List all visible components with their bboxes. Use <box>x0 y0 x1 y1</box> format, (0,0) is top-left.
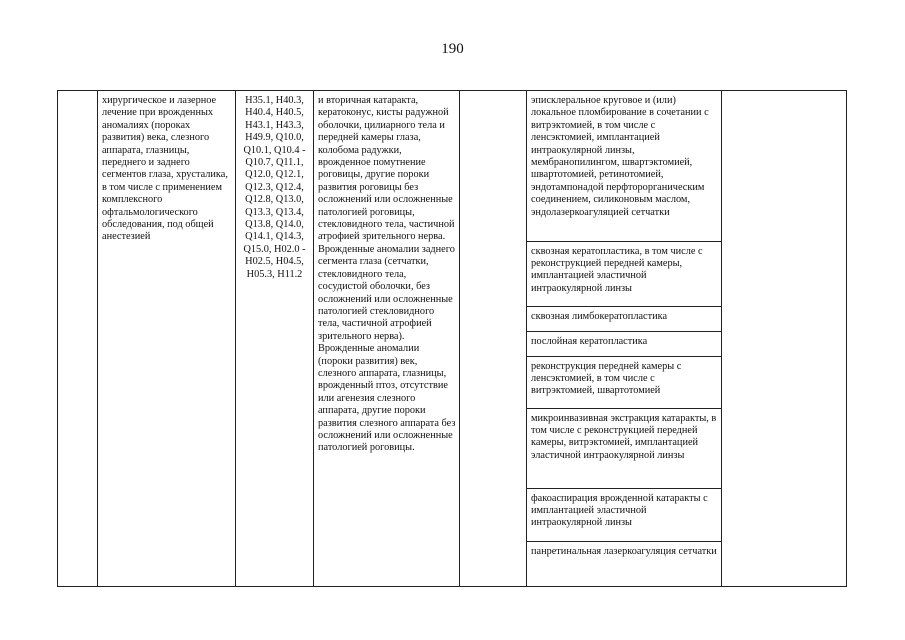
icd-code-line: H02.5, H04.5, <box>245 256 304 268</box>
diagnosis-text: и вторичная катаракта, кератоконус, кисты радужной оболочки, цилиарного тела и передней камеры глаза, колобома радужки, врожденное помутнение роговицы, другие пороки развития роговицы без осложнений или осложненные патологией роговицы, стекловидного тела, частичной атрофией зрительного нерва. Врожденные аномалии заднего сегмента глаза (сетчатки, стекловидного тела, сосудистой оболочки, без осложнений или осложненные патологией стекловидного тела, частичной атрофией зрительного нерва). Врожденные аномалии (пороки развития) век, слезного аппарата, глазницы, врожденный птоз, отсутствие или агенезия слезного аппарата, другие пороки развития слезного аппарата без осложнений или осложненные патологией роговицы. <box>318 95 456 454</box>
icd-code-line: Q14.1, Q14.3, <box>245 231 304 243</box>
icd-code-line: Q10.1, Q10.4 - <box>243 144 306 156</box>
methods-list <box>527 91 721 586</box>
icd-code-line: Q13.8, Q14.0, <box>245 219 304 231</box>
method-item: сквозная кератопластика, в том числе с реконструкцией передней камеры, имплантацией эластичной интраокулярной линзы <box>527 241 721 306</box>
icd-code-line: Q15.0, H02.0 - <box>243 243 306 255</box>
method-item: реконструкция передней камеры с ленсэктомией, в том числе с витрэктомией, швартотомией <box>527 356 721 408</box>
methods-cell <box>527 91 722 587</box>
treatment-text: хирургическое и лазерное лечение при врожденных аномалиях (пороках развития) века, слезного аппарата, глазницы, переднего и заднего сегментов глаза, хрусталика, в том числе с применением комплексного офтальмологического обследования, под общей анестезией <box>102 95 228 243</box>
codes-cell <box>236 91 314 587</box>
icd-code-line: H40.4, H40.5, <box>245 107 304 119</box>
icd-codes <box>236 91 313 281</box>
icd-code-line: Q12.0, Q12.1, <box>245 169 304 181</box>
icd-code-line: Q12.3, Q12.4, <box>245 181 304 193</box>
method-item: послойная кератопластика <box>527 331 721 356</box>
icd-code-line: Q12.8, Q13.0, <box>245 194 304 206</box>
icd-code-line: Q13.3, Q13.4, <box>245 206 304 218</box>
empty-cell <box>722 91 847 587</box>
treatment-cell <box>98 91 236 587</box>
empty-cell <box>460 91 527 587</box>
icd-code-line: H43.1, H43.3, <box>245 119 304 131</box>
method-item: эписклеральное круговое и (или) локальное пломбирование в сочетании с витрэктомией, в том числе с ленсэктомией, имплантацией интраокулярной линзы, мембранопилингом, швартэктомией, швартотомией, ретинотомией, эндотампонадой перфторорганическим соединением, силиконовым маслом, эндолазеркоагуляцией сетчатки <box>527 91 721 241</box>
icd-code-line: H35.1, H40.3, <box>245 95 304 106</box>
table-row <box>58 91 847 587</box>
icd-code-line: H05.3, H11.2 <box>246 268 303 280</box>
icd-code-line: Q10.7, Q11.1, <box>245 157 304 169</box>
method-item: панретинальная лазеркоагуляция сетчатки <box>531 545 717 557</box>
diagnosis-cell <box>314 91 460 587</box>
page-number: 190 <box>441 41 464 57</box>
index-cell <box>58 91 98 587</box>
icd-code-line: H49.9, Q10.0, <box>245 132 304 144</box>
method-item: микроинвазивная экстракция катаракты, в том числе с реконструкцией передней камеры, витрэктомией, имплантацией эластичной интраокулярной линзы <box>527 408 721 488</box>
method-item: факоаспирация врожденной катаракты с имплантацией эластичной интраокулярной линзы <box>527 488 721 541</box>
method-item: сквозная лимбокератопластика <box>527 306 721 331</box>
medical-care-table <box>57 90 847 587</box>
